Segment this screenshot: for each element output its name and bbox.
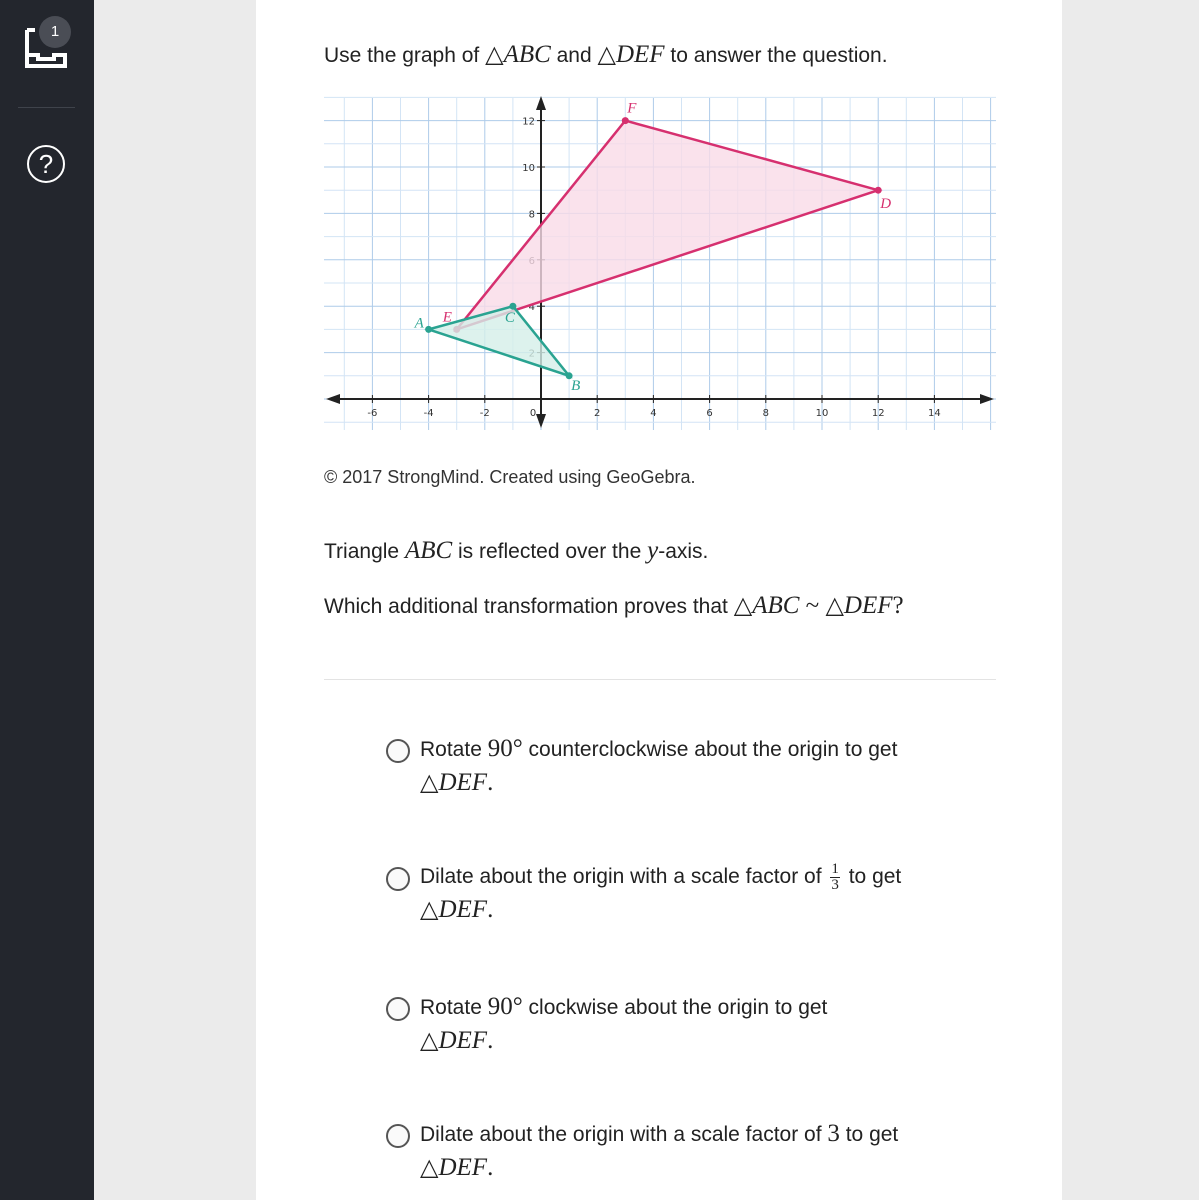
radio-button[interactable]: [386, 997, 410, 1021]
triangle-icon: △: [420, 895, 439, 923]
notification-badge: 1: [39, 16, 71, 48]
vertex-label-d: D: [880, 196, 892, 213]
statement-text-end: -axis.: [658, 540, 709, 563]
question-mark: ?: [892, 592, 904, 619]
question-intro: [324, 40, 888, 69]
vertex-d: [875, 187, 882, 194]
triangle-abc-label: ABC: [752, 592, 800, 619]
triangle-icon: △: [420, 1153, 439, 1181]
scale-factor-value: 3: [827, 1120, 840, 1147]
x-tick-label: 0: [529, 408, 537, 419]
y-axis-arrow-down: [536, 414, 546, 428]
question-panel: [256, 0, 1062, 1200]
fraction-one-third: $\frac{1}{3}$: [831, 860, 839, 893]
y-tick-label: 12: [522, 116, 535, 128]
x-tick-label: -2: [479, 408, 490, 419]
radio-button[interactable]: [386, 739, 410, 763]
x-tick-label: 6: [706, 408, 713, 419]
vertex-label-f: F: [627, 100, 637, 117]
triangle-def-label: DEF: [615, 41, 665, 68]
y-axis-arrow-up: [536, 96, 546, 110]
y-tick-label: 10: [522, 163, 535, 174]
question-text: [324, 591, 904, 620]
angle-value: 90°: [487, 993, 523, 1020]
vertex-label-a: A: [414, 315, 424, 332]
x-tick-label: 12: [871, 408, 885, 419]
angle-value: 90°: [487, 735, 523, 762]
coordinate-graph: [324, 94, 996, 430]
y-variable: y: [647, 537, 659, 564]
triangle-def-label: DEF: [438, 1154, 488, 1181]
triangle-def-label: DEF: [438, 896, 488, 923]
sidebar: [0, 0, 94, 1200]
y-tick-label: 4: [528, 302, 535, 314]
option-text: Dilate about the origin with a scale factor of 3 to get △DEF.: [420, 1120, 899, 1181]
option-text: Rotate 90° clockwise about the origin to get △DEF.: [420, 993, 828, 1054]
radio-button[interactable]: [386, 867, 410, 891]
intro-text-end: to answer the question.: [664, 44, 888, 67]
sidebar-divider: [18, 107, 75, 108]
triangle-def-label: DEF: [438, 769, 488, 796]
triangle-def-label: DEF: [438, 1027, 488, 1054]
question-text-start: Which additional transformation proves that: [324, 595, 734, 618]
triangle-def-label: DEF: [843, 592, 893, 619]
x-tick-label: 2: [594, 408, 601, 419]
help-icon[interactable]: ?: [27, 145, 65, 183]
triangle-icon: △: [733, 591, 753, 619]
y-tick-label: 8: [528, 209, 535, 221]
vertex-label-c: C: [504, 310, 515, 327]
statement-text: Triangle: [324, 540, 405, 563]
x-tick-label: 8: [762, 408, 769, 419]
x-tick-label: 4: [650, 408, 657, 419]
x-tick-label: -6: [367, 408, 378, 419]
triangle-icon: △: [485, 40, 504, 68]
section-divider: [324, 679, 996, 680]
copyright-notice: © 2017 StrongMind. Created using GeoGebra.: [324, 467, 696, 487]
radio-button[interactable]: [386, 1124, 410, 1148]
vertex-label-b: B: [571, 377, 581, 394]
x-axis-arrow-left: [326, 394, 340, 404]
problem-statement: [324, 537, 708, 565]
vertex-c: [509, 303, 516, 310]
intro-text: Use the graph of: [324, 44, 486, 67]
triangle-icon: △: [420, 1026, 439, 1054]
x-tick-label: 10: [815, 408, 829, 419]
x-axis-arrow-right: [980, 394, 994, 404]
triangle-icon: △: [825, 591, 844, 619]
x-tick-label: -4: [423, 408, 434, 419]
triangle-def: [457, 121, 879, 330]
x-tick-label: 14: [928, 408, 941, 419]
option-text: Rotate 90° counterclockwise about the origin to get △DEF.: [420, 735, 898, 796]
triangle-abc-label: ABC: [503, 41, 551, 68]
statement-text-mid: is reflected over the: [452, 540, 648, 563]
option-text: Dilate about the origin with a scale factor of $\frac{1}{3}$ to get △DEF.: [420, 860, 902, 923]
vertex-a: [425, 326, 432, 333]
triangle-icon: △: [420, 768, 439, 796]
similar-symbol: ~: [799, 592, 826, 619]
intro-text-and: and: [550, 44, 598, 67]
triangle-icon: △: [597, 40, 616, 68]
vertex-label-e: E: [442, 309, 452, 326]
triangle-abc-label: ABC: [404, 537, 453, 564]
vertex-f: [622, 117, 629, 124]
